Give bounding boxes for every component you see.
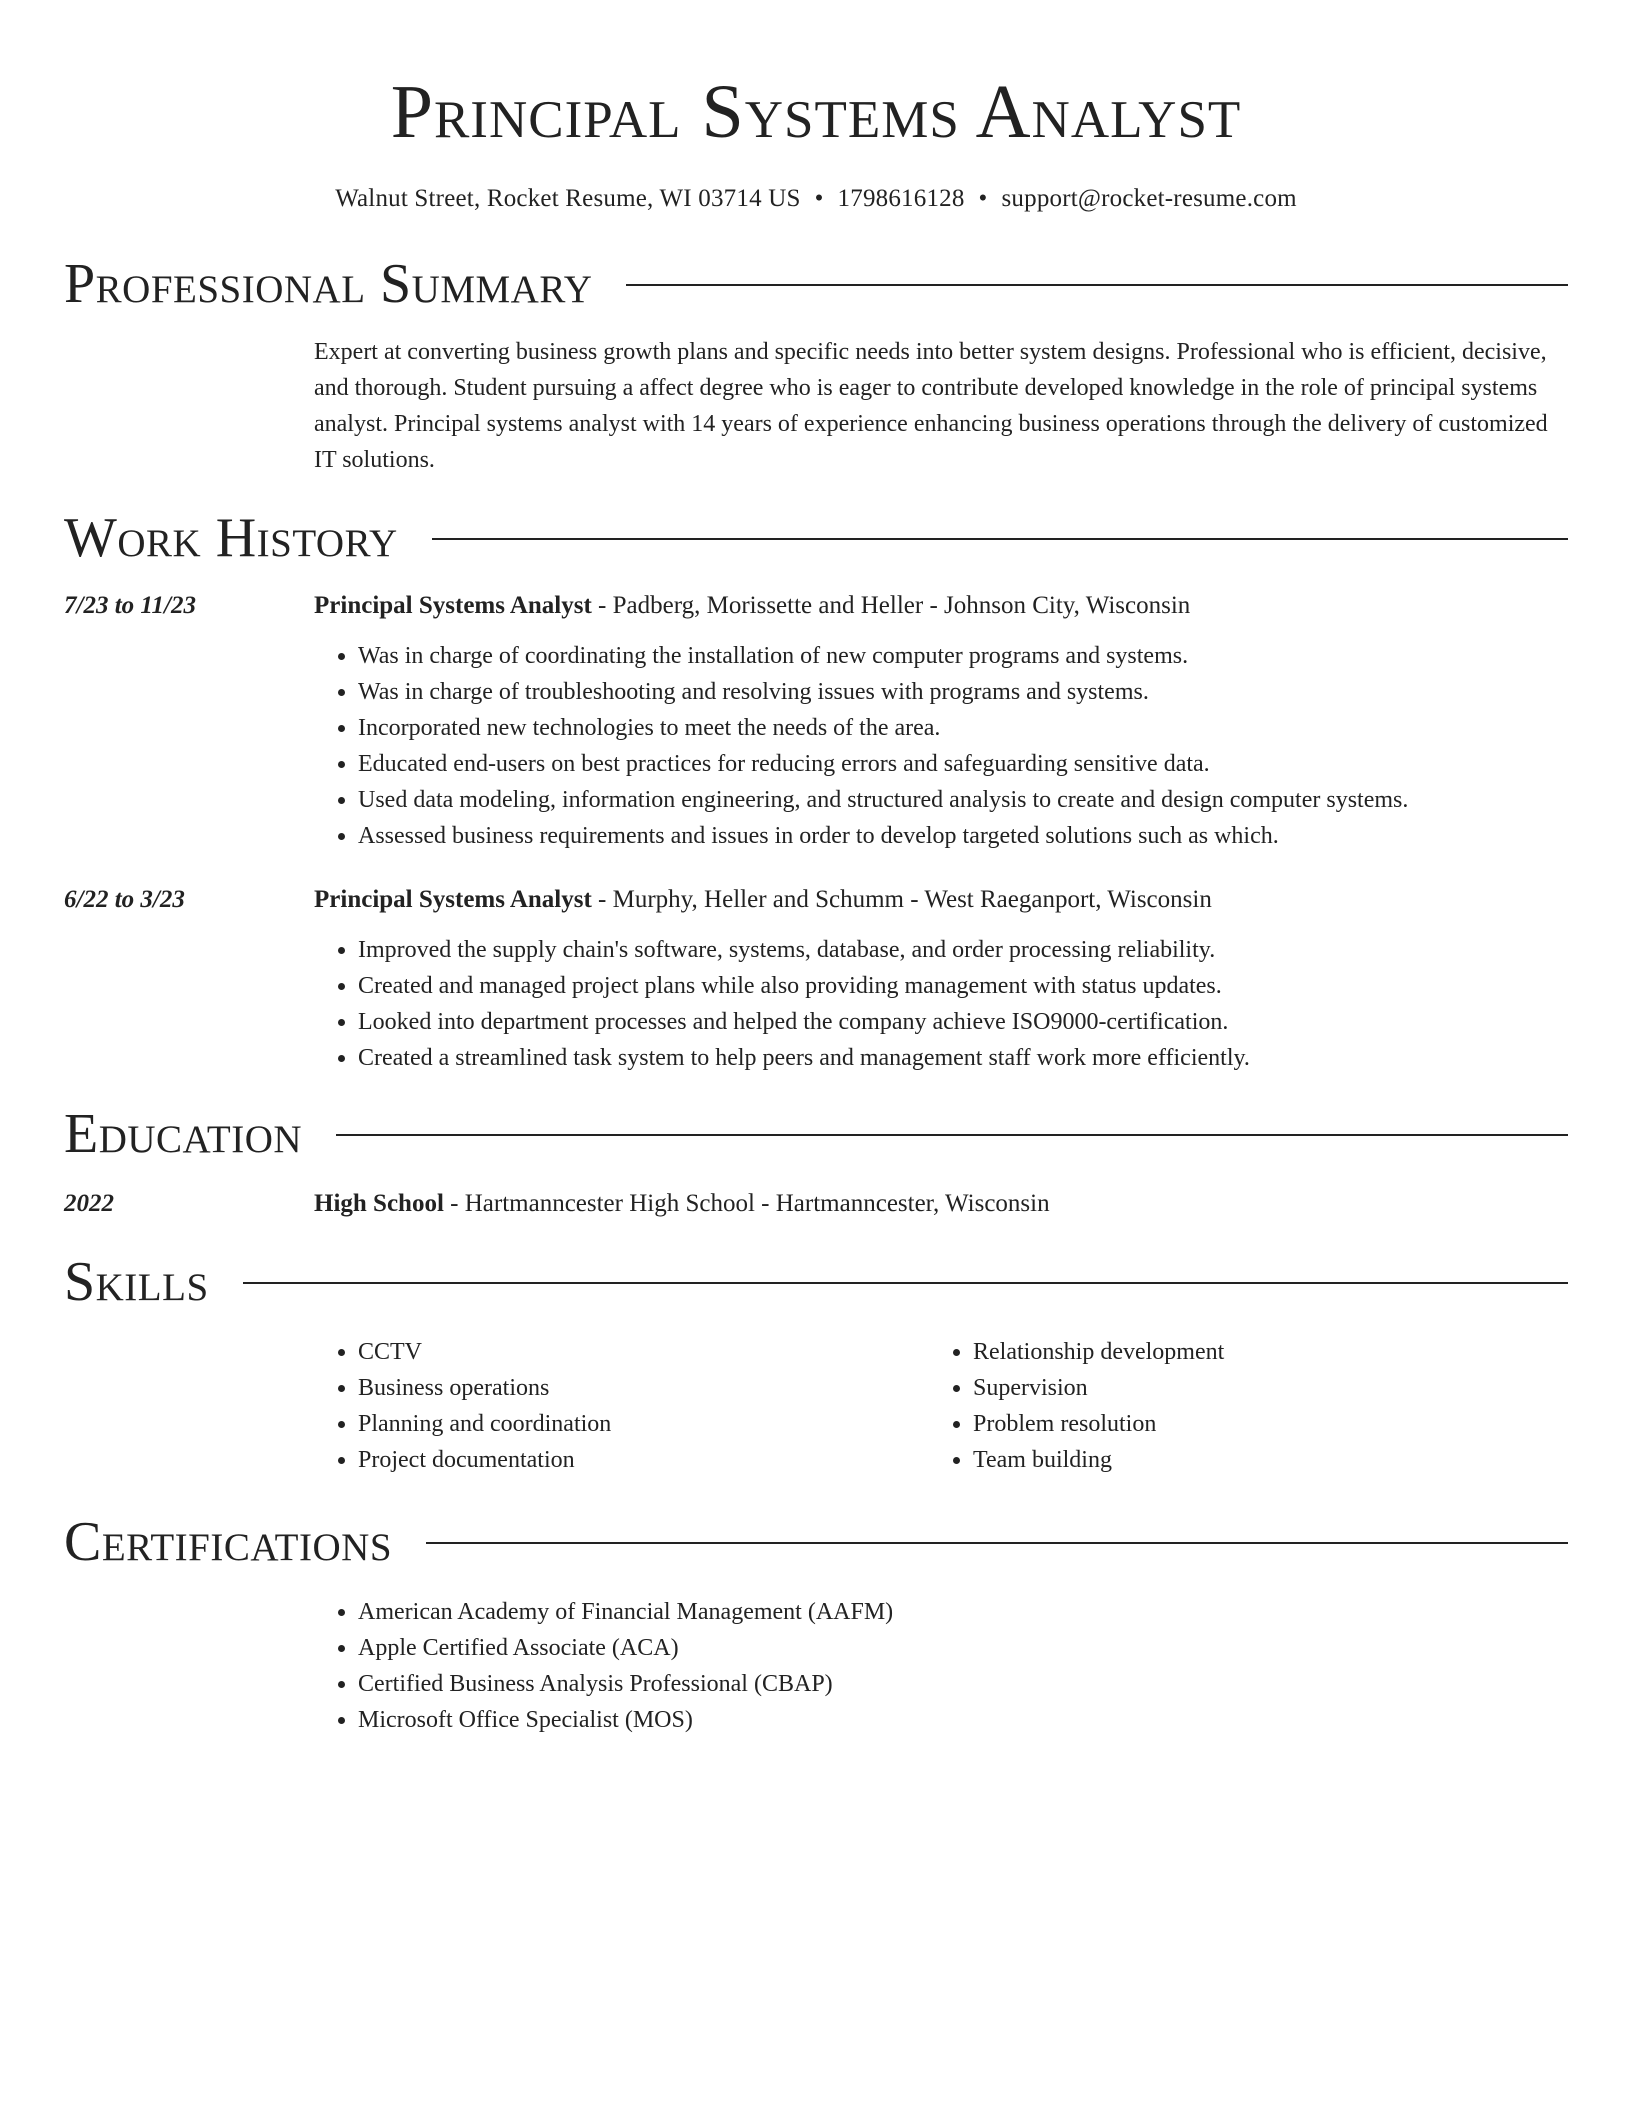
list-item: • Planning and coordination bbox=[358, 1406, 929, 1442]
certifications-heading bbox=[64, 1508, 1568, 1576]
certifications-section bbox=[64, 1508, 1568, 1738]
summary-title: Professional Summary bbox=[64, 253, 593, 315]
work-history-heading bbox=[64, 504, 1568, 572]
section-divider bbox=[426, 1542, 1568, 1544]
education-heading bbox=[64, 1100, 1568, 1168]
list-item: • Problem resolution bbox=[973, 1406, 1544, 1442]
section-divider bbox=[626, 284, 1568, 286]
list-item: • Microsoft Office Specialist (MOS) bbox=[358, 1702, 1568, 1738]
education-section bbox=[64, 1100, 1568, 1222]
job-title bbox=[314, 588, 1568, 624]
list-item: • Supervision bbox=[973, 1370, 1544, 1406]
list-item: • Educated end-users on best practices for reducing errors and safeguarding sensitive data. bbox=[358, 746, 1568, 782]
summary-heading bbox=[64, 250, 1568, 318]
job-bullets bbox=[314, 932, 1568, 1076]
contact-address: Walnut Street, Rocket Resume, WI 03714 US bbox=[335, 185, 801, 212]
work-history-section bbox=[64, 504, 1568, 1076]
skills-grid bbox=[314, 1334, 1568, 1478]
list-item: • Created a streamlined task system to help peers and management staff work more efficiently. bbox=[358, 1040, 1568, 1076]
contact-separator: • bbox=[814, 185, 824, 212]
list-item: • Team building bbox=[973, 1442, 1544, 1478]
list-item: • Apple Certified Associate (ACA) bbox=[358, 1630, 1568, 1666]
education-degree: High School bbox=[314, 1190, 444, 1217]
work-history-title: Work History bbox=[64, 507, 398, 569]
list-item: • American Academy of Financial Management (AAFM) bbox=[358, 1594, 1568, 1630]
job-bullets bbox=[314, 638, 1568, 854]
education-details: - Hartmanncester High School - Hartmanncester, Wisconsin bbox=[443, 1190, 1050, 1217]
summary-section bbox=[64, 250, 1568, 478]
job-dates: 7/23 to 11/23 bbox=[64, 592, 196, 619]
job-entry bbox=[64, 882, 1568, 1076]
resume-name: Principal Systems Analyst bbox=[390, 70, 1242, 154]
skills-row bbox=[64, 1316, 1568, 1478]
skills-spacer bbox=[64, 1316, 314, 1478]
job-dates: 6/22 to 3/23 bbox=[64, 886, 185, 913]
list-item: • Project documentation bbox=[358, 1442, 929, 1478]
skills-title: Skills bbox=[64, 1251, 209, 1313]
education-entry bbox=[64, 1186, 1568, 1222]
job-details: - Murphy, Heller and Schumm - West Raeganport, Wisconsin bbox=[591, 886, 1212, 913]
education-title: Education bbox=[64, 1103, 303, 1165]
list-item: • Used data modeling, information engineering, and structured analysis to create and design computer systems. bbox=[358, 782, 1568, 818]
list-item: • Was in charge of troubleshooting and resolving issues with programs and systems. bbox=[358, 674, 1568, 710]
list-item: • Incorporated new technologies to meet the needs of the area. bbox=[358, 710, 1568, 746]
list-item: • Certified Business Analysis Professional (CBAP) bbox=[358, 1666, 1568, 1702]
section-divider bbox=[432, 538, 1568, 540]
list-item: • Business operations bbox=[358, 1370, 929, 1406]
list-item: • Looked into department processes and helped the company achieve ISO9000-certification. bbox=[358, 1004, 1568, 1040]
job-entry bbox=[64, 588, 1568, 854]
summary-row bbox=[64, 318, 1568, 478]
contact-line bbox=[64, 182, 1568, 216]
list-item: • CCTV bbox=[358, 1334, 929, 1370]
skills-section bbox=[64, 1248, 1568, 1478]
list-item: • Assessed business requirements and issues in order to develop targeted solutions such as which. bbox=[358, 818, 1568, 854]
skills-column-left bbox=[314, 1334, 929, 1478]
education-title-line bbox=[314, 1186, 1568, 1222]
skills-column-right bbox=[929, 1334, 1544, 1478]
skills-heading bbox=[64, 1248, 1568, 1316]
job-title bbox=[314, 882, 1568, 918]
summary-spacer bbox=[64, 318, 314, 478]
contact-separator: • bbox=[978, 185, 988, 212]
list-item: • Improved the supply chain's software, systems, database, and order processing reliability. bbox=[358, 932, 1568, 968]
list-item: • Created and managed project plans while also providing management with status updates. bbox=[358, 968, 1568, 1004]
list-item: • Relationship development bbox=[973, 1334, 1544, 1370]
job-details: - Padberg, Morissette and Heller - Johnson City, Wisconsin bbox=[591, 592, 1191, 619]
job-role: Principal Systems Analyst bbox=[314, 592, 592, 619]
section-divider bbox=[336, 1134, 1568, 1136]
contact-email: support@rocket-resume.com bbox=[1001, 185, 1297, 212]
section-divider bbox=[243, 1282, 1568, 1284]
job-role: Principal Systems Analyst bbox=[314, 886, 592, 913]
certifications-title: Certifications bbox=[64, 1511, 393, 1573]
list-item: • Was in charge of coordinating the installation of new computer programs and systems. bbox=[358, 638, 1568, 674]
education-year: 2022 bbox=[64, 1190, 114, 1217]
contact-phone: 1798616128 bbox=[837, 185, 965, 212]
certifications-row bbox=[64, 1576, 1568, 1738]
summary-text: Expert at converting business growth plans and specific needs into better system designs. Professional who is efficient, decisive, and thorough. Student pursuing a affect degree who is eager to contribute developed knowledge in the role of principal systems analyst. Principal systems analyst with 14 years of experience enhancing business operations through the delivery of customized IT solutions. bbox=[314, 339, 1548, 473]
certifications-list bbox=[314, 1594, 1568, 1738]
certifications-spacer bbox=[64, 1576, 314, 1738]
